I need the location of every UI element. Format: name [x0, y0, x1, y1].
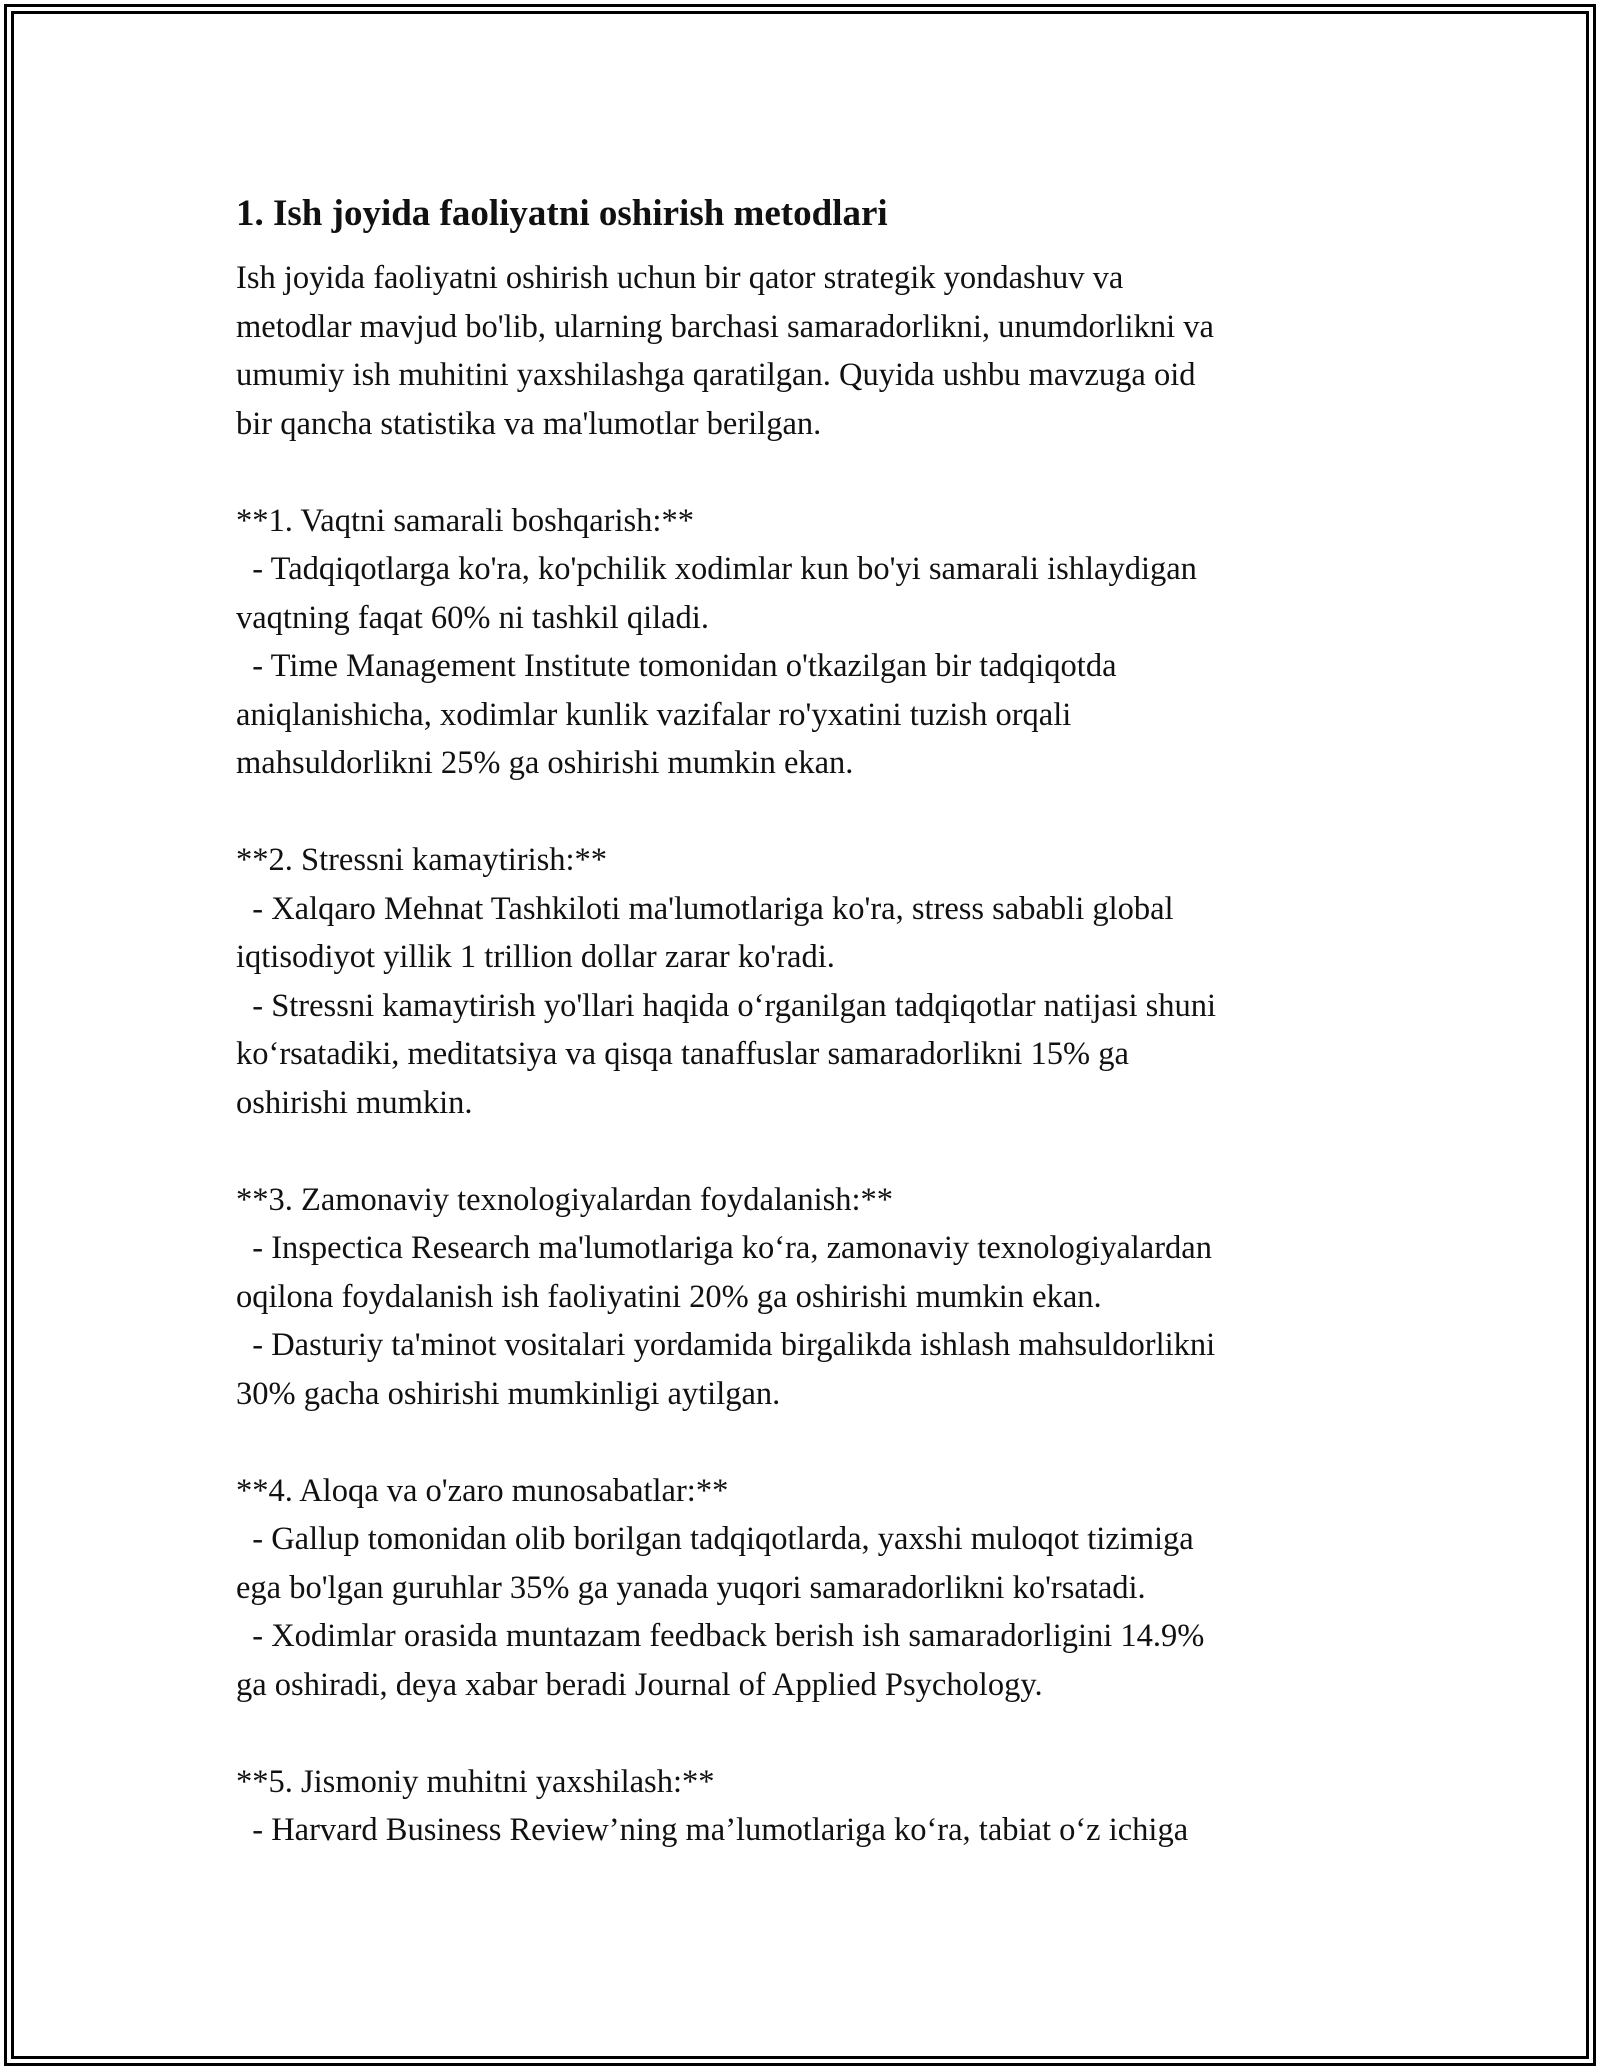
document-body [236, 186, 1366, 1855]
section-line: ga oshiradi, deya xabar beradi Journal of Applied Psychology. [236, 1666, 1043, 1703]
intro-line: umumiy ish muhitini yaxshilashga qaratilgan. Quyida ushbu mavzuga oid [236, 357, 1196, 393]
section-modern-technology [236, 1176, 1366, 1419]
section-heading: **1. Vaqtni samarali boshqarish:** [236, 502, 694, 539]
section-heading: **5. Jismoniy muhitni yaxshilash:** [236, 1763, 715, 1800]
section-line: aniqlanishicha, xodimlar kunlik vazifalar ro'yxatini tuzish orqali [236, 696, 1072, 733]
section-line: - Inspectica Research ma'lumotlariga ko‘ra, zamonaviy texnologiyalardan [236, 1230, 1212, 1266]
section-line: 30% gacha oshirishi mumkinligi aytilgan. [236, 1375, 781, 1412]
section-line: oshirishi mumkin. [236, 1084, 473, 1121]
section-line: iqtisodiyot yillik 1 trillion dollar zarar ko'radi. [236, 939, 835, 975]
section-heading: **2. Stressni kamaytirish:** [236, 842, 608, 878]
section-heading: **4. Aloqa va o'zaro munosabatlar:** [236, 1472, 729, 1509]
section-line: mahsuldorlikni 25% ga oshirishi mumkin ekan. [236, 745, 854, 781]
document-title: 1. Ish joyida faoliyatni oshirish metodlari [236, 193, 888, 234]
section-line: vaqtning faqat 60% ni tashkil qiladi. [236, 599, 709, 636]
section-line: - Tadqiqotlarga ko'ra, ko'pchilik xodimlar kun bo'yi samarali ishlaydigan [236, 551, 1197, 587]
section-line: - Dasturiy ta'minot vositalari yordamida birgalikda ishlash mahsuldorlikni [236, 1327, 1216, 1363]
spacer [236, 788, 1366, 837]
section-line: - Time Management Institute tomonidan o'tkazilgan bir tadqiqotda [236, 648, 1117, 684]
section-line: - Harvard Business Review’ning ma’lumotlariga ko‘ra, tabiat o‘z ichiga [236, 1812, 1189, 1848]
intro-paragraph [236, 254, 1366, 448]
spacer [236, 1127, 1366, 1176]
section-time-management [236, 497, 1366, 788]
section-line: - Gallup tomonidan olib borilgan tadqiqotlarda, yaxshi muloqot tizimiga [236, 1521, 1194, 1557]
section-line: ko‘rsatadiki, meditatsiya va qisqa tanaffuslar samaradorlikni 15% ga [236, 1036, 1129, 1072]
section-line: ega bo'lgan guruhlar 35% ga yanada yuqori samaradorlikni ko'rsatadi. [236, 1569, 1146, 1606]
section-stress-reduction [236, 836, 1366, 1127]
section-line: oqilona foydalanish ish faoliyatini 20% ga oshirishi mumkin ekan. [236, 1278, 1102, 1315]
section-line: - Stressni kamaytirish yo'llari haqida o‘rganilgan tadqiqotlar natijasi shuni [236, 987, 1217, 1024]
section-line: - Xalqaro Mehnat Tashkiloti ma'lumotlariga ko'ra, stress sababli global [236, 890, 1174, 927]
intro-line: Ish joyida faoliyatni oshirish uchun bir qator strategik yondashuv va [236, 260, 1124, 296]
intro-line: bir qancha statistika va ma'lumotlar berilgan. [236, 405, 822, 442]
section-line: - Xodimlar orasida muntazam feedback berish ish samaradorligini 14.9% [236, 1618, 1205, 1654]
section-physical-environment [236, 1758, 1366, 1855]
intro-line: metodlar mavjud bo'lib, ularning barchasi samaradorlikni, unumdorlikni va [236, 308, 1214, 345]
section-heading: **3. Zamonaviy texnologiyalardan foydalanish:** [236, 1181, 894, 1218]
spacer [236, 448, 1366, 497]
spacer [236, 1709, 1366, 1758]
section-communication [236, 1467, 1366, 1710]
spacer [236, 1418, 1366, 1467]
